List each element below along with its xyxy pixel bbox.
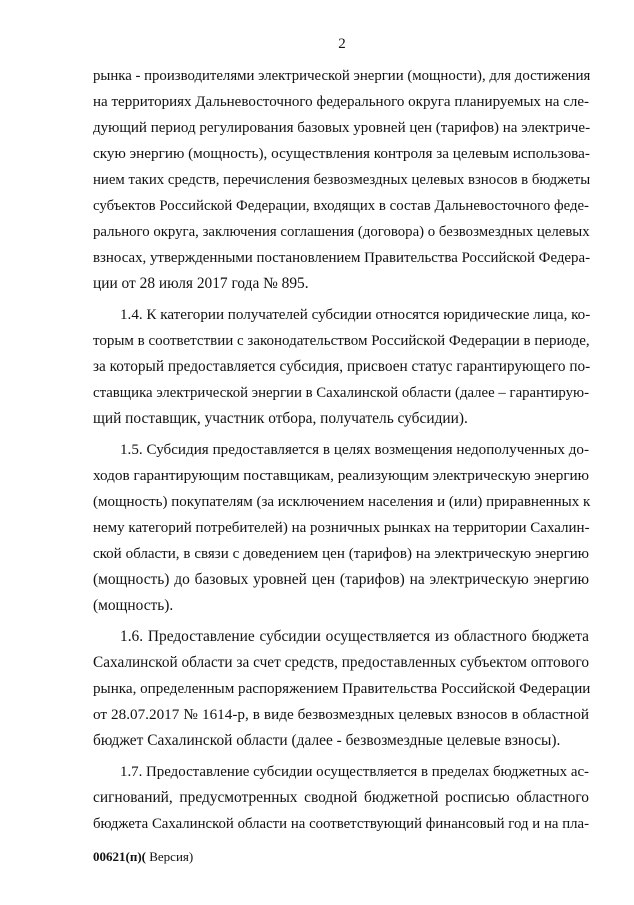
text-line: ставщика электрической энергии в Сахалинской области (далее – гарантирую-: [93, 385, 589, 401]
text-line: (мощность) до базовых уровней цен (тарифов) на электрическую энергию: [93, 571, 589, 588]
text-line: Сахалинской области за счет средств, предоставленных субъектом оптового: [93, 654, 589, 671]
text-line: нием таких средств, перечисления безвозмездных целевых взносов в бюджеты: [93, 172, 591, 188]
footer-code: 00621(п)(: [93, 849, 146, 864]
text-line: взносах, утвержденными постановлением Правительства Российской Федера-: [93, 250, 591, 266]
text-line: на территориях Дальневосточного федерального округа планируемых на сле-: [93, 94, 589, 110]
text-line: скую энергию (мощность), осуществления контроля за целевым использова-: [93, 145, 590, 162]
text-line: щий поставщик, участник отбора, получатель субсидии).: [93, 410, 468, 427]
text-line: ходов гарантирующим поставщикам, реализующим электрическую энергию: [93, 467, 590, 484]
text-line: рального округа, заключения соглашения (договора) о безвозмездных целевых: [93, 224, 590, 240]
text-line: рынка - производителями электрической энергии (мощности), для достижения: [93, 68, 591, 84]
text-line: ции от 28 июля 2017 года № 895.: [93, 275, 309, 292]
text-line: дующий период регулирования базовых уровней цен (тарифов) на электриче-: [93, 120, 591, 136]
footer-version: Версия): [145, 849, 194, 864]
text-line: за который предоставляется субсидия, присвоен статус гарантирующего по-: [93, 358, 591, 375]
paragraph-1-6-first-line: 1.6. Предоставление субсидии осуществляется из областного бюджета: [120, 628, 589, 645]
text-line: торым в соответствии с законодательством Российской Федерации в периоде,: [93, 333, 590, 349]
paragraph-1-7-first-line: 1.7. Предоставление субсидии осуществляется в пределах бюджетных ас-: [120, 764, 590, 780]
text-line: бюджета Сахалинской области на соответствующий финансовый год и на пла-: [93, 816, 589, 832]
page-number: 2: [338, 36, 346, 52]
text-line: рынка, определенным распоряжением Правительства Российской Федерации: [93, 681, 591, 697]
text-line: сигнований, предусмотренных сводной бюджетной росписью областного: [93, 789, 589, 806]
paragraph-1-5-first-line: 1.5. Субсидия предоставляется в целях возмещения недополученных до-: [120, 442, 589, 458]
text-line: бюджет Сахалинской области (далее - безвозмездные целевые взносы).: [93, 732, 561, 749]
text-line: нему категорий потребителей) на розничных рынках на территории Сахалин-: [93, 520, 590, 536]
text-line: (мощность).: [93, 597, 174, 614]
text-line: субъектов Российской Федерации, входящих в состав Дальневосточного феде-: [93, 198, 589, 214]
text-line: (мощность) покупателям (за исключением населения и (или) приравненных к: [93, 494, 591, 510]
text-line: ской области, в связи с доведением цен (тарифов) на электрическую энергию: [93, 546, 589, 562]
paragraph-1-4-first-line: 1.4. К категории получателей субсидии относятся юридические лица, ко-: [120, 307, 591, 323]
text-line: от 28.07.2017 № 1614-р, в виде безвозмездных целевых взносов в областной: [93, 706, 589, 723]
document-footer: [93, 849, 193, 865]
